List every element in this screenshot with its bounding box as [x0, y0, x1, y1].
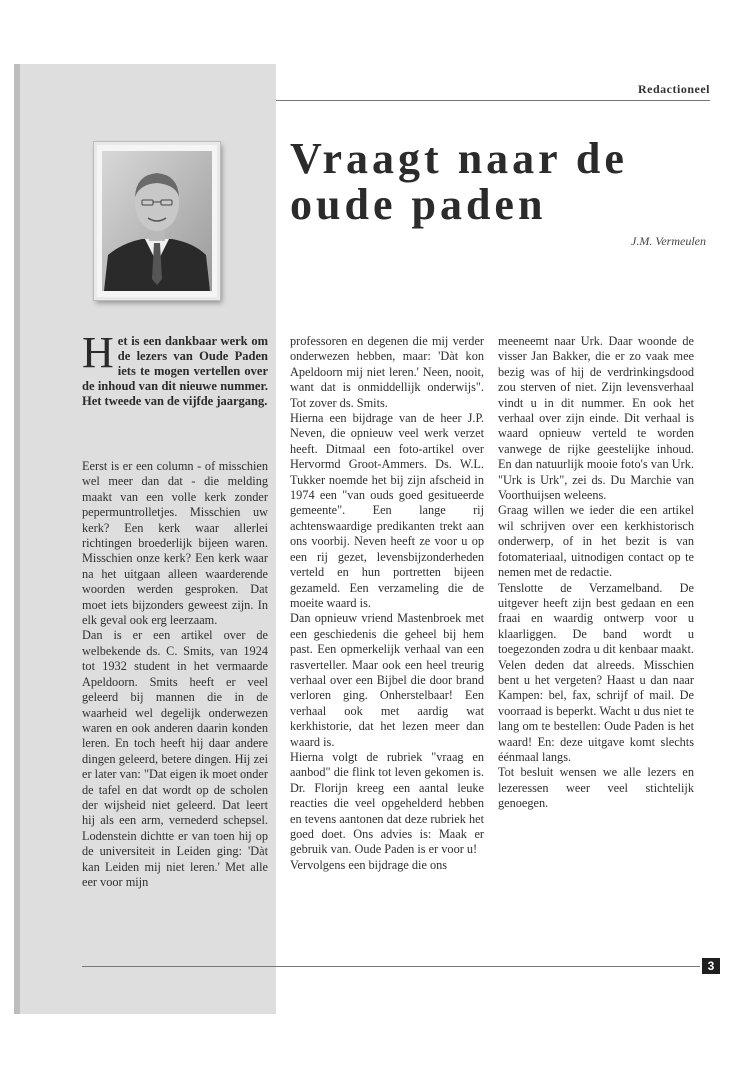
lead-text: et is een dankbaar werk om de lezers van Oude Paden iets te mogen vertellen over de inhoud van dit nieuwe nummer. Het tweede van de vijfde jaargang. [82, 334, 268, 408]
magazine-page [14, 64, 730, 1014]
portrait-image [102, 150, 212, 292]
section-label: Redactioneel [638, 82, 710, 96]
page-number: 3 [702, 958, 720, 974]
article-author: J.M. Vermeulen [631, 234, 706, 248]
article-title: Vraagt naar de oude paden [290, 134, 628, 229]
text-column-3 [498, 334, 694, 812]
drop-cap: H [82, 328, 114, 377]
text-column-1 [82, 328, 268, 890]
lead-paragraph [82, 328, 268, 409]
binding-spine [14, 64, 20, 1014]
column-3-body: meeneemt naar Urk. Daar woonde de visser Jan Bakker, die er zo vaak mee bezig was of hij de verdrinkingsdood zou sterven of niet. Zijn levensverhaal vindt u in dit nummer. En ook het verhaal over zijn einde. Dit verhaal is waard opnieuw verteld te worden vanwege de rijke geestelijke inhoud. En dan natuurlijk mooie foto's van Urk. "Urk is Urk", zei ds. Du Marchie van Voorthuijsen weleens. Graag willen we ieder die een artikel wil schrijven over een kerkhistorisch onderwerp, of in het bezit is van fotomateriaal, uitnodigen contact op te nemen met de redactie. Tenslotte de Verzamelband. De uitgever heeft zijn best gedaan en een fraai en waardig ontwerp voor u klaarliggen. De band wordt u toegezonden zodra u dit kenbaar maakt. Velen deden dat alreeds. Misschien bent u het vergeten? Haast u dan naar Kampen: bel, fax, schrijf of mail. De voorraad is beperkt. Wacht u dus niet te lang om te bestellen: Oude Paden is het waard! En: deze uitgave komt slechts éénmaal langs. Tot besluit wensen we alle lezers en lezeressen weer veel stichtelijk genoegen. [498, 334, 694, 811]
text-column-2 [290, 334, 484, 873]
column-2-body: professoren en degenen die mij verder onderwezen hebben, maar: 'Dàt kon Apeldoorn mij niet leren.' Neen, nooit, want dat is onmiddellijk onderwijs". Tot zover ds. Smits. Hierna een bijdrage van de heer J.P. Neven, die opnieuw veel werk verzet heeft. Ditmaal een foto-artikel over Hervormd Groot-Ammers. Ds. W.L. Tukker noemde het bij zijn afscheid in 1974 een "van ouds goed gesitueerde gemeente". Een lange rij achtenswaardige predikanten trekt aan ons voorbij. Neven heeft ze voor u op een rij gezet, levensbijzonderheden verteld en hun portretten bijeen gezameld. Een verzameling die de moeite waard is. Dan opnieuw vriend Mastenbroek met een geschiedenis die geheel bij hem past. Een opmerkelijk verhaal van een rasverteller. Maar ook een heel treurig verhaal over een Bijbel die door brand verloren ging. Onherstelbaar! Een verhaal ook met aardig wat kerkhistorie, dat het lezen meer dan waard is. Hierna volgt de rubriek "vraag en aanbod" die flink tot leven gekomen is. Dr. Florijn kreeg een aantal leuke reacties die veel opgehelderd hebben en tevens aantonen dat deze rubriek het goed doet. Ons advies is: Maak er gebruik van. Oude Paden is er voor u! Vervolgens een bijdrage die ons [290, 334, 484, 872]
header-rule [276, 100, 710, 101]
author-photo [94, 142, 220, 300]
column-1-body: Eerst is er een column - of misschien wel meer dan dat - die melding maakt van een volle kerk zonder pepermuntrolletjes. Misschien uw kerk? Een kerk waar allerlei richtingen broederlijk bijeen waren. Misschien onze kerk? Een kerk waar na het uitgaan alleen waarderende woorden werden gesproken. Dat moet iets bijzonders geweest zijn. In elk geval ook erg leerzaam. Dan is er een artikel over de welbekende ds. C. Smits, van 1924 tot 1932 student in het vermaarde Apeldoorn. Smits heeft er veel geleerd bij mannen die in de waarheid wel degelijk onderwezen waren en ook anderen daarin konden leren. En toch heeft hij daar andere dingen geleerd, betere dingen. Hij zei er later van: "Dat eigen ik moet onder de tafel en dat wordt op de scholen der wijsheid niet geleerd. Dat leert hij als een arm, vernederd schepsel. Lodenstein dichtte er van toen hij op de universiteit in Leiden ging: 'Dàt kan Leiden mij niet leren.' Met alle eer voor mijn [82, 459, 268, 889]
footer-rule [82, 966, 700, 967]
